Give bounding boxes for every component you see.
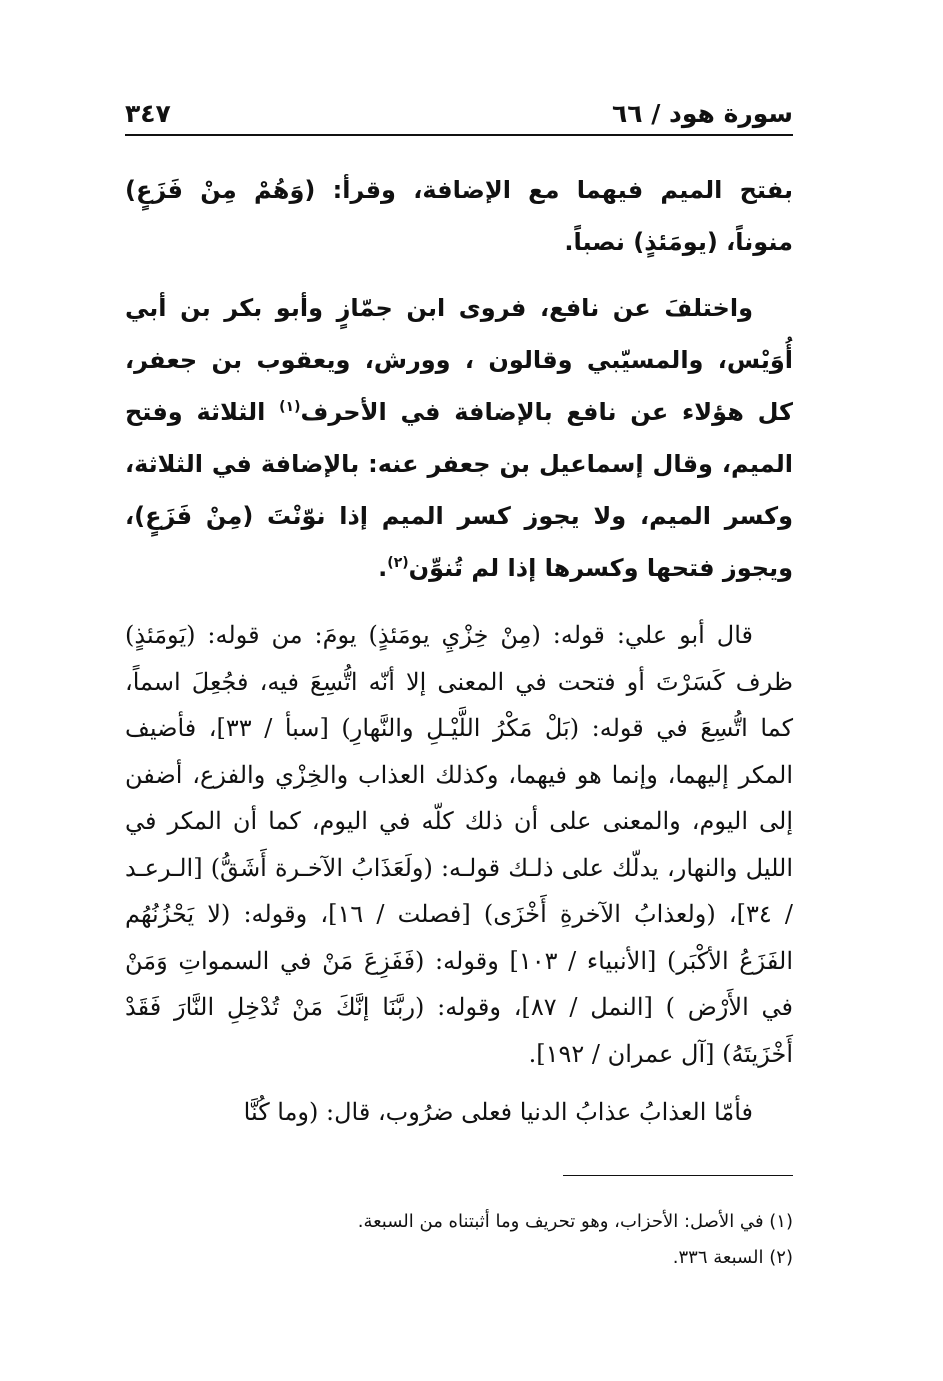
footnote-ref-2[interactable]: (٢) — [387, 555, 409, 571]
paragraph-2-text-end: . — [378, 554, 388, 582]
paragraph-1-text: بفتح الميم فيهما مع الإضافة، وقرأ: (وَهُمْ مِنْ فَزَعٍ) منوناً، (يومَئذٍ) نصباً. — [125, 176, 793, 256]
footnote-2: (٢) السبعة ٣٣٦. — [672, 1247, 793, 1268]
paragraph-4 — [125, 1089, 793, 1136]
page-header — [125, 88, 793, 128]
header-divider — [125, 134, 793, 136]
paragraph-3 — [125, 612, 793, 1077]
footnote-1: (١) في الأصل: الأحزاب، وهو تحريف وما أثبتناه من السبعة. — [357, 1211, 793, 1232]
footnote-divider — [563, 1175, 793, 1176]
footnotes — [125, 1204, 793, 1276]
paragraph-2-text-start: واختلفَ عن نافع، فروى ابن جمّازٍ وأبو بكر بن أبي أُوَيْس، والمسيّبي وقالون ، وورش، ويعقوب بن جعفر، كل هؤلاء عن نافع بالإضافة في الأحرف — [125, 294, 794, 426]
page-number: ٣٤٧ — [125, 99, 171, 128]
paragraph-3-text: قال أبو علي: قوله: (مِنْ خِزْيِ يومَئذٍ) يومَ: من قوله: (يَومَئذٍ) ظرف كَسَرْتَ أو فتحت في المعنى إلا أنّه اتُّسِعَ فيه، فجُعِلَ اسماً، كما اتُّسِعَ في قوله: (بَلْ مَكْرُ اللَّيْـلِ والنَّهارِ) [سبأ / ٣٣]، فأضيف المكر إليهما، وإنما هو فيهما، وكذلك العذاب والخِزْي والفزع، أضفن إلى اليوم، والمعنى على أن ذلك كلّه في اليوم، كما أن المكر في الليل والنهار، يدلّك على ذلـك قولـه: (ولَعَذَابُ الآخـرة أَشَقُّ) [الـرعـد / ٣٤]، (ولعذابُ الآخرةِ أَخْزَى) [فصلت / ١٦]، وقوله: (لا يَحْزُنُهُم الفَزَعُ الأكْبَر) [الأنبياء / ١٠٣] وقوله: (فَفَزِعَ مَنْ في السمواتِ وَمَنْ في الأَرْض ) [النمل / ٨٧]، وقوله: (ربَّنَا إنَّكَ مَنْ تُدْخِلِ النَّارَ فَقَدْ أَخْزَيتَهُ) [آل عمران / ١٩٢]. — [125, 621, 794, 1068]
surah-title: سورة هود / ٦٦ — [611, 99, 793, 128]
paragraph-1 — [125, 164, 793, 268]
footnote-ref-1[interactable]: (١) — [279, 399, 301, 415]
main-text — [125, 164, 793, 1136]
paragraph-4-text: فأمّا العذابُ عذابُ الدنيا فعلى ضرُوب، قال: (وما كُنَّا — [243, 1098, 753, 1126]
paragraph-2 — [125, 282, 793, 594]
paragraph-2-text-middle: الثلاثة وفتح الميم، وقال إسماعيل بن جعفر عنه: بالإضافة في الثلاثة، وكسر الميم، ولا يجوز كسر الميم إذا نوّنْتَ (مِنْ فَزَعٍ)، ويجوز فتحها وكسرها إذا لم تُنوِّن — [125, 398, 793, 582]
